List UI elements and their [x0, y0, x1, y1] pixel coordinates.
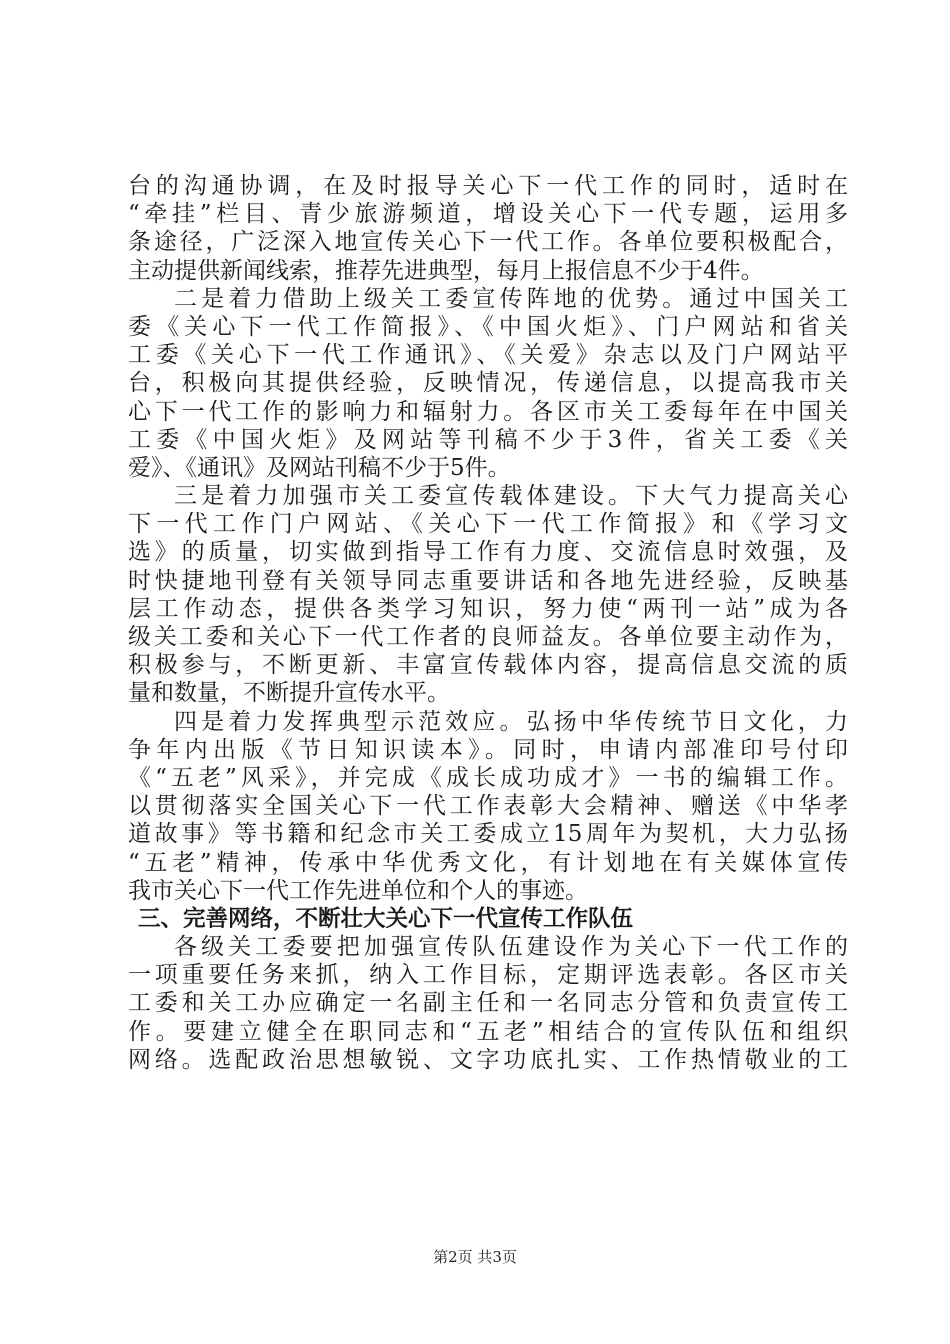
text-line: 时快捷地刊登有关领导同志重要讲话和各地先进经验，反映基: [128, 567, 848, 594]
text-line: 积极参与，不断更新、丰富宣传载体内容，提高信息交流的质: [128, 652, 848, 679]
paragraph-start-line: 三是着力加强市关工委宣传载体建设。下大气力提高关心: [174, 483, 848, 510]
text-line: “五老”精神，传承中华优秀文化，有计划地在有关媒体宣传: [128, 849, 848, 876]
text-line: 争年内出版《节日知识读本》。同时，申请内部准印号付印: [128, 736, 848, 763]
section-heading: 三、完善网络，不断壮大关心下一代宣传工作队伍: [138, 905, 634, 932]
text-line: 量和数量，不断提升宣传水平。: [128, 680, 450, 707]
text-line: 台的沟通协调，在及时报导关心下一代工作的同时，适时在: [128, 173, 848, 199]
text-line: 下一代工作门户网站、《关心下一代工作简报》和《学习文: [128, 511, 848, 538]
paragraph-start-line: 二是着力借助上级关工委宣传阵地的优势。通过中国关工: [174, 285, 848, 312]
text-line: “牵挂”栏目、青少旅游频道，增设关心下一代专题，运用多: [128, 201, 848, 228]
text-line: 心下一代工作的影响力和辐射力。各区市关工委每年在中国关: [128, 398, 848, 425]
text-line: 主动提供新闻线索，推荐先进典型，每月上报信息不少于4件。: [128, 257, 764, 284]
text-line: 网络。选配政治思想敏锐、文字功底扎实、工作热情敬业的工: [128, 1046, 848, 1073]
text-line: 爱》、《通讯》及网站刊稿不少于5件。: [128, 454, 511, 481]
text-line: 选》的质量，切实做到指导工作有力度、交流信息时效强，及: [128, 539, 848, 566]
text-line: 层工作动态，提供各类学习知识，努力使“两刊一站”成为各: [128, 595, 848, 622]
text-line: 作。要建立健全在职同志和“五老”相结合的宣传队伍和组织: [128, 1018, 848, 1045]
text-line: 工委《关心下一代工作通讯》、《关爱》杂志以及门户网站平: [128, 342, 848, 369]
document-body: [128, 172, 848, 1074]
text-line: 道故事》等书籍和纪念市关工委成立15周年为契机，大力弘扬: [128, 821, 848, 848]
text-line: 工委《中国火炬》及网站等刊稿不少于3件，省关工委《关: [128, 426, 848, 453]
page-number-footer: 第2页 共3页: [433, 1248, 517, 1266]
text-line: 一项重要任务来抓，纳入工作目标，定期评选表彰。各区市关: [128, 962, 848, 989]
text-line: 台，积极向其提供经验，反映情况，传递信息，以提高我市关: [128, 370, 848, 397]
text-line: 《“五老”风采》，并完成《成长成功成才》一书的编辑工作。: [128, 764, 848, 791]
paragraph-start-line: 四是着力发挥典型示范效应。弘扬中华传统节日文化，力: [174, 708, 848, 735]
text-line: 以贯彻落实全国关心下一代工作表彰大会精神、赠送《中华孝: [128, 793, 848, 820]
text-line: 工委和关工办应确定一名副主任和一名同志分管和负责宣传工: [128, 990, 848, 1017]
text-line: 级关工委和关心下一代工作者的良师益友。各单位要主动作为，: [128, 624, 848, 650]
text-line: 委《关心下一代工作简报》、《中国火炬》、门户网站和省关: [128, 313, 848, 340]
text-line: 我市关心下一代工作先进单位和个人的事迹。: [128, 877, 588, 904]
paragraph-start-line: 各级关工委要把加强宣传队伍建设作为关心下一代工作的: [174, 934, 848, 961]
text-line: 条途径，广泛深入地宣传关心下一代工作。各单位要积极配合，: [128, 229, 848, 256]
